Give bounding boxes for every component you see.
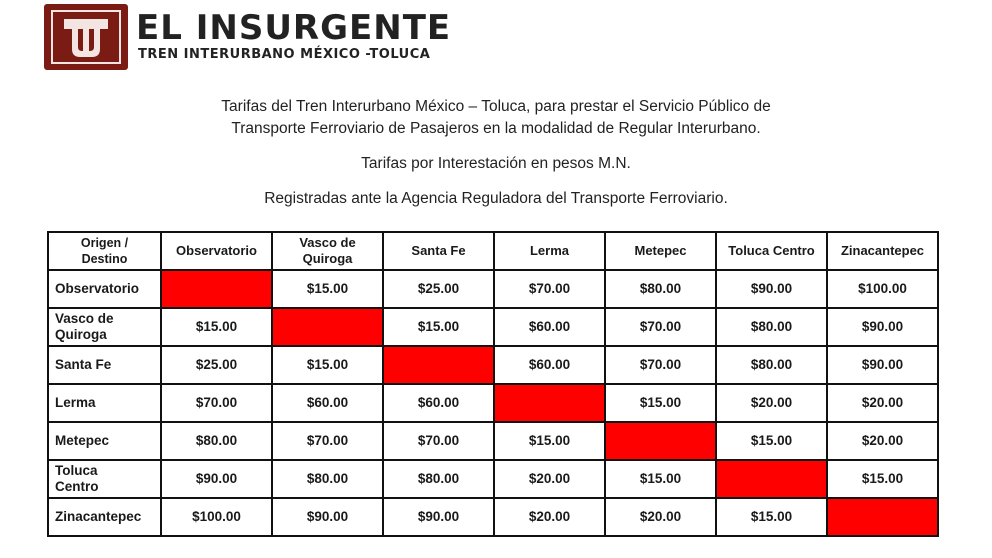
same-station-cell (272, 308, 383, 346)
fare-cell: $15.00 (383, 308, 494, 346)
fare-cell: $25.00 (161, 346, 272, 384)
intro-line-3: Tarifas por Interestación en pesos M.N. (361, 155, 631, 172)
cell-text: Quiroga (302, 251, 353, 266)
origin-header (48, 384, 161, 422)
fare-cell: $15.00 (716, 498, 827, 536)
fare-table (47, 231, 939, 537)
fare-cell: $15.00 (716, 422, 827, 460)
cell-text: Metepec (55, 433, 110, 448)
fare-cell: $80.00 (161, 422, 272, 460)
fare-cell: $15.00 (272, 346, 383, 384)
origin-header (48, 346, 161, 384)
fare-cell: $70.00 (605, 308, 716, 346)
cell-text: Toluca Centro (728, 243, 815, 258)
cell-text: Zinacantepec (840, 243, 925, 258)
origin-destination-header (48, 232, 161, 270)
fare-cell: $15.00 (494, 422, 605, 460)
fare-cell: $25.00 (383, 270, 494, 308)
fare-cell: $100.00 (827, 270, 938, 308)
same-station-cell (383, 346, 494, 384)
table-row (48, 308, 938, 346)
cell-text: Zinacantepec (55, 509, 142, 524)
fare-cell: $80.00 (272, 460, 383, 498)
fare-cell: $15.00 (272, 270, 383, 308)
fare-cell: $80.00 (716, 308, 827, 346)
fare-cell: $20.00 (827, 422, 938, 460)
same-station-cell (494, 384, 605, 422)
fare-cell: $90.00 (272, 498, 383, 536)
table-row (48, 384, 938, 422)
fare-cell: $60.00 (383, 384, 494, 422)
fare-cell: $15.00 (605, 384, 716, 422)
fare-cell: $70.00 (161, 384, 272, 422)
same-station-cell (161, 270, 272, 308)
fare-cell: $80.00 (716, 346, 827, 384)
cell-text: Observatorio (55, 281, 140, 296)
destination-header (161, 232, 272, 270)
fare-cell: $60.00 (494, 346, 605, 384)
fare-cell: $100.00 (161, 498, 272, 536)
destination-header (827, 232, 938, 270)
brand-name: EL INSURGENTE (136, 8, 452, 48)
cell-text: Vasco de (55, 311, 114, 326)
intro-line-1: Tarifas del Tren Interurbano México – Toluca, para prestar el Servicio Público de (221, 98, 771, 115)
table-row (48, 422, 938, 460)
origin-header (48, 460, 161, 498)
destination-header (383, 232, 494, 270)
fare-cell: $20.00 (605, 498, 716, 536)
table-row (48, 270, 938, 308)
same-station-cell (605, 422, 716, 460)
fare-cell: $20.00 (716, 384, 827, 422)
cell-text: Centro (55, 479, 99, 494)
table-row (48, 460, 938, 498)
fare-cell: $70.00 (605, 346, 716, 384)
same-station-cell (716, 460, 827, 498)
cell-text: Quiroga (55, 327, 107, 342)
fare-cell: $60.00 (272, 384, 383, 422)
origin-header (48, 308, 161, 346)
el-insurgente-logo-icon (44, 4, 128, 70)
fare-cell: $80.00 (383, 460, 494, 498)
intro-line-2: Transporte Ferroviario de Pasajeros en la modalidad de Regular Interurbano. (231, 120, 761, 137)
cell-text: Origen / (80, 236, 129, 250)
cell-text: Observatorio (176, 243, 257, 258)
origin-header (48, 422, 161, 460)
fare-cell: $90.00 (716, 270, 827, 308)
cell-text: Santa Fe (55, 357, 112, 372)
fare-cell: $60.00 (494, 308, 605, 346)
cell-text: Lerma (529, 243, 570, 258)
origin-header (48, 270, 161, 308)
cell-text: Lerma (55, 395, 96, 410)
fare-cell: $70.00 (383, 422, 494, 460)
fare-cell: $20.00 (494, 460, 605, 498)
origin-header (48, 498, 161, 536)
fare-cell: $80.00 (605, 270, 716, 308)
table-row (48, 498, 938, 536)
fare-cell: $90.00 (827, 308, 938, 346)
cell-text: Destino (81, 252, 128, 266)
header (44, 4, 644, 70)
cell-text: Metepec (634, 243, 687, 258)
brand-tagline: TREN INTERURBANO MÉXICO -TOLUCA (138, 47, 431, 62)
fare-cell: $15.00 (827, 460, 938, 498)
same-station-cell (827, 498, 938, 536)
cell-text: Toluca (55, 463, 98, 478)
fare-cell: $20.00 (827, 384, 938, 422)
destination-header (272, 232, 383, 270)
fare-cell: $90.00 (383, 498, 494, 536)
fare-table-header-row (48, 232, 938, 270)
fare-cell: $90.00 (827, 346, 938, 384)
cell-text: Santa Fe (411, 243, 466, 258)
fare-cell: $20.00 (494, 498, 605, 536)
fare-cell: $70.00 (494, 270, 605, 308)
fare-cell: $15.00 (605, 460, 716, 498)
fare-cell: $70.00 (272, 422, 383, 460)
destination-header (716, 232, 827, 270)
destination-header (494, 232, 605, 270)
cell-text: Vasco de (299, 235, 356, 250)
fare-cell: $90.00 (161, 460, 272, 498)
intro-line-4: Registradas ante la Agencia Reguladora del Transporte Ferroviario. (264, 190, 728, 207)
destination-header (605, 232, 716, 270)
table-row (48, 346, 938, 384)
fare-cell: $15.00 (161, 308, 272, 346)
